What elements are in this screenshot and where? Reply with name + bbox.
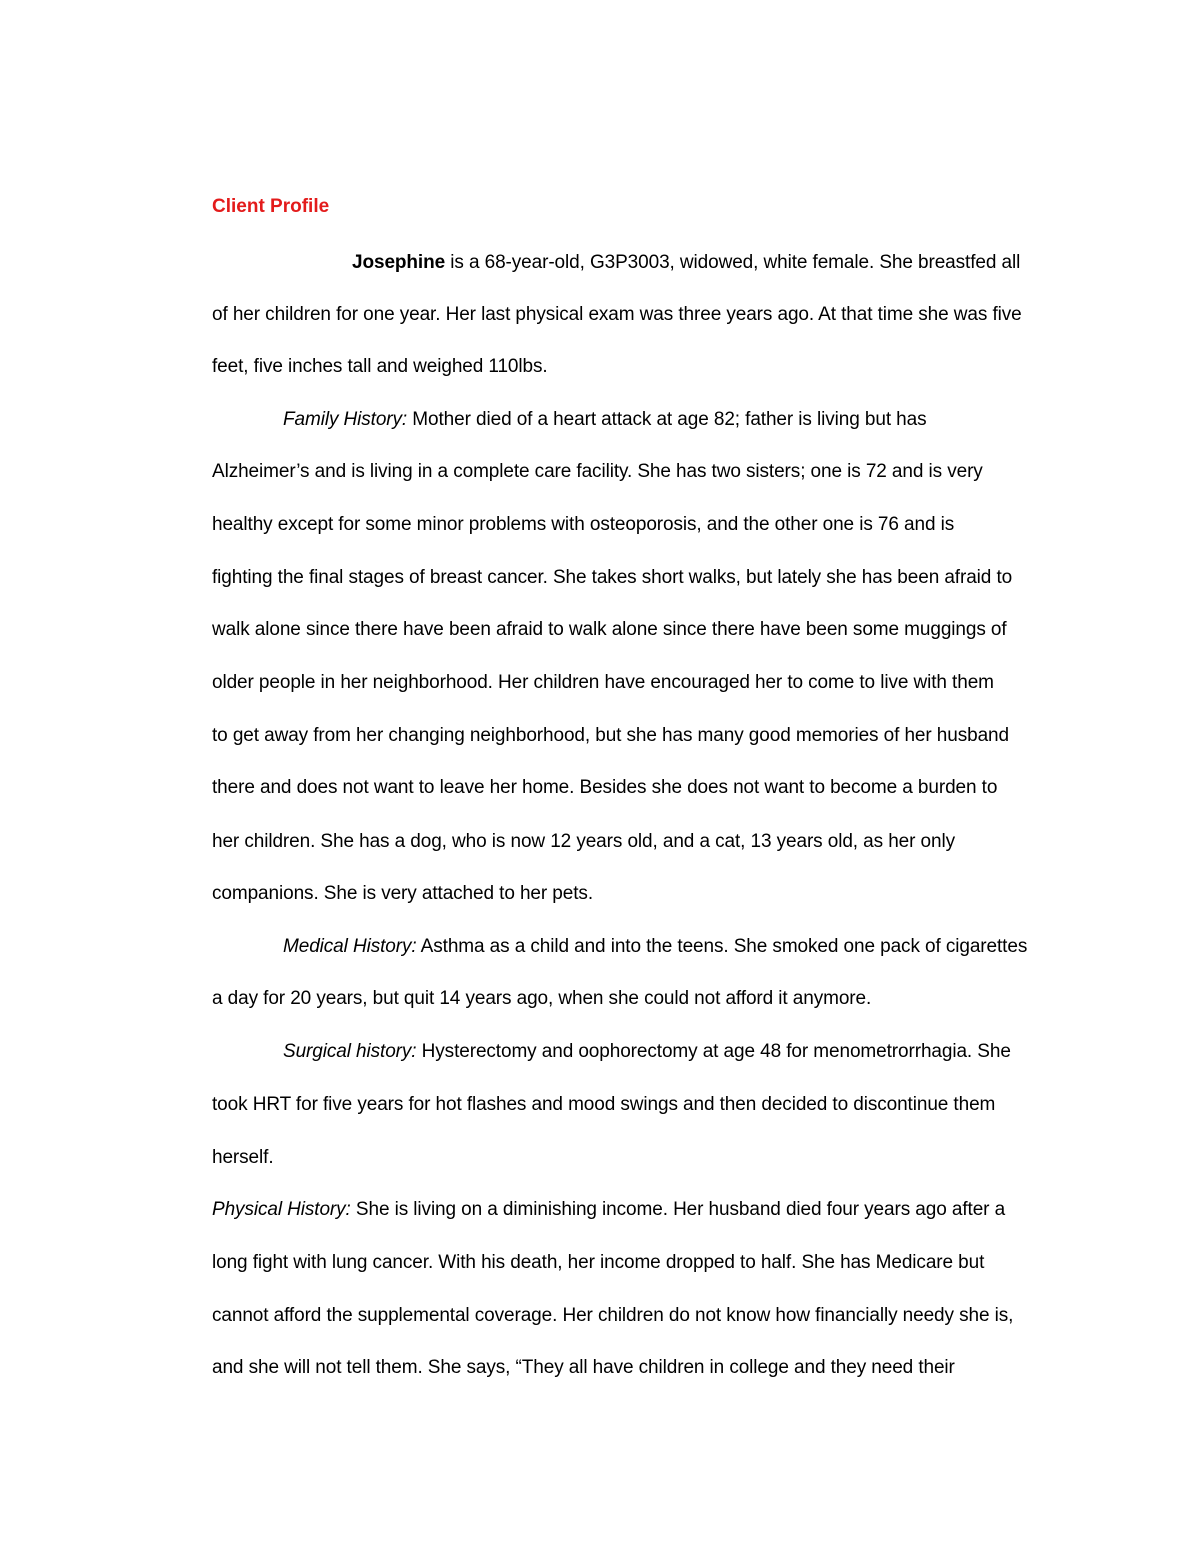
physical-history-line-3: cannot afford the supplemental coverage. Her children do not know how financially needy she is,	[212, 1305, 1014, 1326]
family-history-line-6: older people in her neighborhood. Her children have encouraged her to come to live with them	[212, 672, 994, 693]
medical-history-text-1: Asthma as a child and into the teens. She smoked one pack of cigarettes	[416, 936, 1028, 957]
family-history-label: Family History:	[283, 409, 408, 430]
document-title: Client Profile	[212, 196, 330, 217]
physical-history-label: Physical History:	[212, 1199, 351, 1220]
client-name: Josephine	[352, 252, 446, 273]
intro-line-2: of her children for one year. Her last physical exam was three years ago. At that time she was five	[212, 304, 1022, 325]
medical-history-line-2: a day for 20 years, but quit 14 years ago, when she could not afford it anymore.	[212, 988, 872, 1009]
medical-history-label: Medical History:	[283, 936, 417, 957]
intro-text-1: is a 68-year-old, G3P3003, widowed, white female. She breastfed all	[445, 252, 1021, 273]
family-history-line-5: walk alone since there have been afraid to walk alone since there have been some muggings of	[212, 619, 1007, 640]
family-history-line-8: there and does not want to leave her home. Besides she does not want to become a burden to	[212, 777, 998, 798]
intro-line-3: feet, five inches tall and weighed 110lbs.	[212, 356, 548, 377]
surgical-history-line-1	[283, 1040, 1011, 1064]
surgical-history-label: Surgical history:	[283, 1041, 417, 1062]
family-history-line-2: Alzheimer’s and is living in a complete care facility. She has two sisters; one is 72 and is very	[212, 461, 983, 482]
physical-history-line-1	[212, 1198, 1005, 1222]
surgical-history-text-1: Hysterectomy and oophorectomy at age 48 for menometrorrhagia. She	[416, 1041, 1011, 1062]
family-history-line-3: healthy except for some minor problems with osteoporosis, and the other one is 76 and is	[212, 514, 955, 535]
physical-history-text-1: She is living on a diminishing income. Her husband died four years ago after a	[350, 1199, 1006, 1220]
physical-history-line-2: long fight with lung cancer. With his death, her income dropped to half. She has Medicare but	[212, 1252, 985, 1273]
family-history-text-1: Mother died of a heart attack at age 82; father is living but has	[407, 409, 927, 430]
family-history-line-10: companions. She is very attached to her pets.	[212, 883, 593, 904]
physical-history-line-4: and she will not tell them. She says, “They all have children in college and they need their	[212, 1357, 955, 1378]
intro-line-1	[352, 251, 1020, 275]
family-history-line-9: her children. She has a dog, who is now 12 years old, and a cat, 13 years old, as her only	[212, 831, 956, 852]
family-history-line-7: to get away from her changing neighborhood, but she has many good memories of her husband	[212, 725, 1009, 746]
medical-history-line-1	[283, 935, 1027, 959]
surgical-history-line-2: took HRT for five years for hot flashes and mood swings and then decided to discontinue them	[212, 1094, 996, 1115]
family-history-line-1	[283, 408, 927, 432]
surgical-history-line-3: herself.	[212, 1147, 274, 1168]
family-history-line-4: fighting the final stages of breast cancer. She takes short walks, but lately she has been afraid to	[212, 567, 1013, 588]
